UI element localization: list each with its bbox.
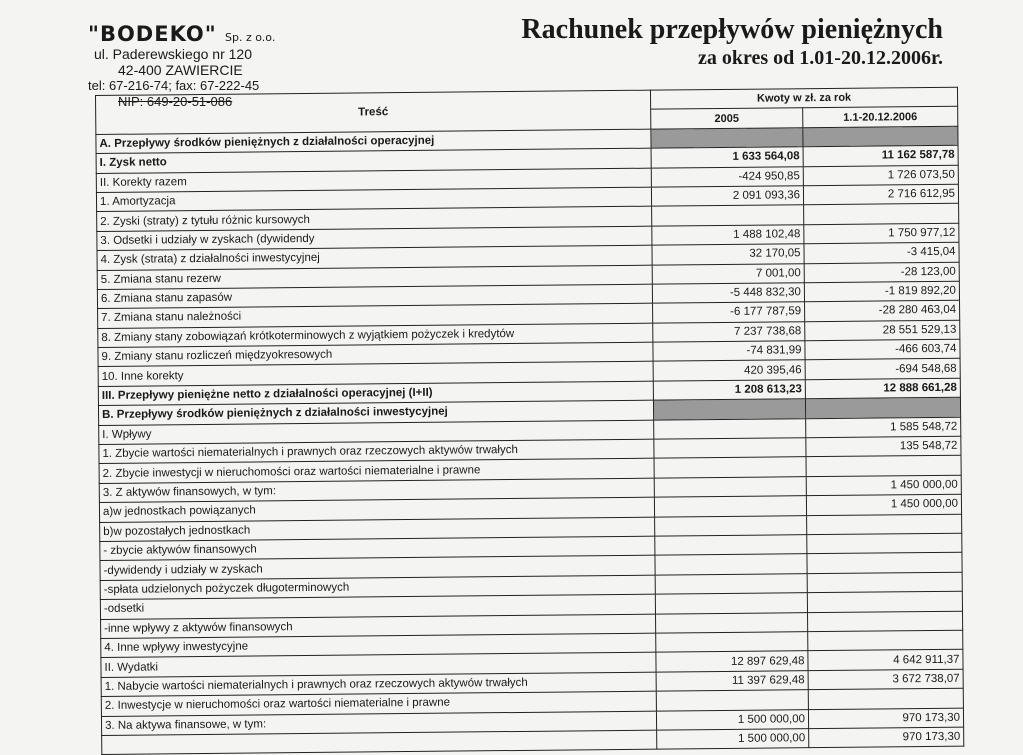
header-year-2005: 2005 [651, 108, 803, 129]
value-2005 [655, 515, 807, 536]
row-label: 8. Zmiany stany zobowiązań krótkoterminowych z wyjątkiem pożyczek i kredytów [98, 323, 653, 348]
header-description-text: Treść [358, 106, 389, 119]
value-2006 [807, 533, 962, 554]
row-label: 10. Inne korekty [98, 362, 653, 387]
value-2005 [653, 399, 805, 420]
row-label: b)w pozostałych jednostkach [100, 517, 655, 542]
value-2006 [803, 126, 958, 147]
value-2005 [654, 438, 806, 459]
value-2006 [807, 591, 962, 612]
value-2006: 12 888 661,28 [805, 378, 960, 399]
value-2005 [654, 477, 806, 498]
company-legal-form: Sp. z o.o. [225, 31, 276, 44]
row-label: I. Zysk netto [96, 148, 651, 173]
row-label: 1. Amortyzacja [96, 187, 651, 212]
value-2005 [656, 632, 808, 653]
value-2005: -74 831,99 [653, 341, 805, 362]
value-2006 [805, 397, 960, 418]
row-label: II. Wydatki [101, 652, 656, 677]
value-2006: -1 819 892,20 [804, 281, 959, 302]
value-2005: 420 395,46 [653, 360, 805, 381]
row-label: II. Korekty razem [96, 168, 651, 193]
row-label: 4. Zysk (strata) z działalności inwestycyjnej [97, 245, 652, 270]
value-2006: 28 551 529,13 [805, 320, 960, 341]
value-2005: 32 170,05 [652, 244, 804, 265]
row-label: 3. Odsetki i udziały w zyskach (dywidendy [97, 226, 652, 251]
value-2006 [807, 553, 962, 574]
value-2006: 2 716 612,95 [803, 184, 958, 205]
row-label: 2. Zyski (straty) z tytułu różnic kursowych [97, 207, 652, 232]
value-2006 [807, 514, 962, 535]
company-phones: tel: 67-216-74; fax: 67-222-45 [88, 78, 260, 93]
row-label: -odsetki [100, 594, 655, 619]
header-description [96, 90, 651, 134]
value-2006: 1 585 548,72 [806, 417, 961, 438]
document-title [521, 14, 943, 70]
title-main: Rachunek przepływów pieniężnych [521, 14, 943, 45]
row-label: A. Przepływy środków pieniężnych z działalności operacyjnej [96, 129, 651, 154]
value-2005 [654, 457, 806, 478]
value-2005 [656, 690, 808, 711]
company-name [88, 22, 348, 46]
row-label: - zbycie aktywów finansowych [100, 536, 655, 561]
value-2006 [808, 630, 963, 651]
value-2006 [807, 611, 962, 632]
row-label: 6. Zmiana stanu zapasów [97, 284, 652, 309]
row-label: -inne wpływy z aktywów finansowych [101, 614, 656, 639]
value-2006: 1 750 977,12 [804, 223, 959, 244]
row-label: III. Przepływy pieniężne netto z działalności operacyjnej (I+II) [98, 381, 653, 406]
row-label: 1. Nabycie wartości niematerialnych i prawnych oraz rzeczowych aktywów trwałych [101, 672, 656, 697]
row-label: 3. Z aktywów finansowych, w tym: [99, 478, 654, 503]
value-2005: 2 091 093,36 [651, 186, 803, 207]
value-2006 [808, 688, 963, 709]
value-2005: -6 177 787,59 [653, 302, 805, 323]
value-2006: 1 450 000,00 [806, 494, 961, 515]
value-2006 [807, 572, 962, 593]
value-2006: 11 162 587,78 [803, 145, 958, 166]
value-2006: -28 280 463,04 [805, 301, 960, 322]
value-2005 [651, 127, 803, 148]
value-2006: 135 548,72 [806, 436, 961, 457]
value-2005: 7 237 738,68 [653, 321, 805, 342]
company-city: 42-400 ZAWIERCIE [118, 62, 243, 78]
title-period: za okres od 1.01-20.12.2006r. [698, 47, 943, 69]
row-label: -spłata udzielonych pożyczek długoterminowych [100, 575, 655, 600]
value-2006: -3 415,04 [804, 242, 959, 263]
value-2005: 1 208 613,23 [653, 380, 805, 401]
row-label: a)w jednostkach powiązanych [99, 497, 654, 522]
value-2005 [656, 612, 808, 633]
value-2005 [654, 496, 806, 517]
value-2006: 1 726 073,50 [803, 165, 958, 186]
header-amounts: Kwoty w zł. za rok [650, 87, 957, 109]
row-label: 4. Inne wpływy inwestycyjne [101, 633, 656, 658]
value-2005: 1 500 000,00 [656, 709, 808, 730]
value-2006: -28 123,00 [804, 262, 959, 283]
value-2005: 1 633 564,08 [651, 147, 803, 168]
company-nip: NIP: 649-20-51-086 [118, 94, 233, 109]
value-2006: 970 173,30 [809, 727, 964, 748]
value-2005: 11 397 629,48 [656, 670, 808, 691]
company-name-text: "BODEKO" [88, 22, 217, 46]
value-2006: 3 672 738,07 [808, 669, 963, 690]
value-2006: 1 450 000,00 [806, 475, 961, 496]
value-2006 [804, 204, 959, 225]
row-label [102, 730, 657, 755]
row-label: 5. Zmiana stanu rezerw [97, 265, 652, 290]
value-2005 [652, 205, 804, 226]
value-2006 [806, 456, 961, 477]
value-2005 [655, 554, 807, 575]
company-street: ul. Paderewskiego nr 120 [94, 46, 252, 62]
row-label: 2. Inwestycje w nieruchomości oraz wartości niematerialne i prawne [101, 691, 656, 716]
value-2006: 4 642 911,37 [808, 650, 963, 671]
header-period-2006: 1.1-20.12.2006 [803, 107, 958, 128]
row-label: 9. Zmiany stanu rozliczeń międzyokresowych [98, 342, 653, 367]
value-2005: 12 897 629,48 [656, 651, 808, 672]
row-label: 2. Zbycie inwestycji w nieruchomości oraz wartości niematerialne i prawne [99, 459, 654, 484]
value-2006: -466 603,74 [805, 339, 960, 360]
value-2006: -694 548,68 [805, 359, 960, 380]
row-label: 7. Zmiana stanu należności [98, 303, 653, 328]
value-2005 [655, 535, 807, 556]
value-2005: 1 488 102,48 [652, 224, 804, 245]
value-2005: 1 500 000,00 [657, 729, 809, 750]
row-label: -dywidendy i udziały w zyskach [100, 556, 655, 581]
value-2006: 970 173,30 [808, 708, 963, 729]
row-label: 1. Zbycie wartości niematerialnych i prawnych oraz rzeczowych aktywów trwałych [99, 439, 654, 464]
value-2005 [655, 593, 807, 614]
value-2005: -424 950,85 [651, 166, 803, 187]
row-label: 3. Na aktywa finansowe, w tym: [101, 711, 656, 736]
value-2005: -5 448 832,30 [652, 283, 804, 304]
row-label: I. Wpływy [99, 420, 654, 445]
cash-flow-table [95, 87, 964, 755]
value-2005: 7 001,00 [652, 263, 804, 284]
row-label: B. Przepływy środków pieniężnych z działalności inwestycyjnej [98, 400, 653, 425]
value-2005 [655, 573, 807, 594]
value-2005 [654, 418, 806, 439]
